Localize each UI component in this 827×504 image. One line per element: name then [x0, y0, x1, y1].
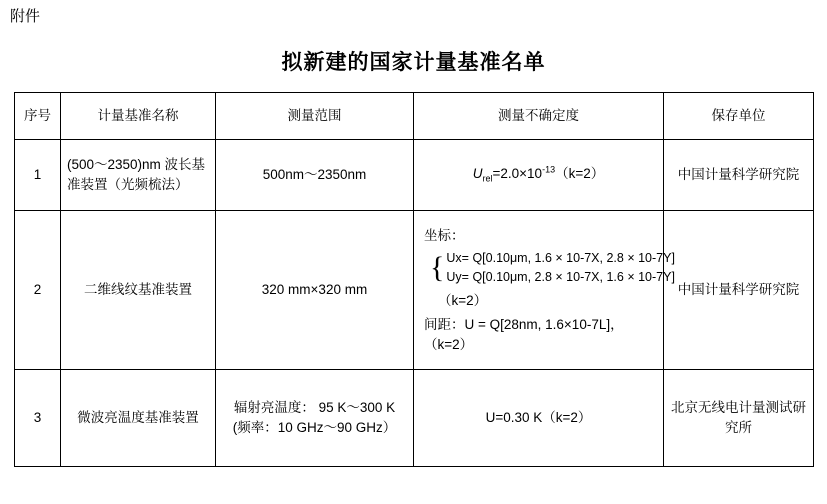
cell-keeper: 中国计量科学研究院: [664, 211, 814, 370]
attachment-label: 附件: [10, 8, 41, 25]
column-header-range: 测量范围: [216, 93, 414, 140]
standards-table: [14, 92, 814, 467]
uncertainty-brace-group: [430, 249, 675, 287]
uncertainty-subscript: rel: [482, 174, 493, 185]
table-header-row: [15, 93, 814, 140]
cell-uncertainty: U=0.30 K（k=2）: [414, 370, 664, 467]
range-line-brightness: 辐射亮温度： 95 K～300 K: [233, 400, 396, 416]
table-row: [15, 140, 814, 211]
range-line-frequency: (频率：10 GHz～90 GHz）: [232, 420, 397, 435]
table-row: [15, 211, 814, 370]
cell-range: [216, 370, 414, 467]
page-title: 拟新建的国家计量基准名单: [281, 51, 546, 74]
column-header-keeper: 保存单位: [664, 93, 814, 140]
cell-uncertainty: [414, 211, 675, 370]
cell-no: 2: [15, 211, 61, 370]
column-header-uncertainty: 测量不确定度: [414, 93, 664, 140]
cell-range: 320 mm×320 mm: [216, 211, 414, 370]
cell-name: 微波亮温度基准装置: [61, 370, 216, 467]
uncertainty-brace-line-y: Uy= Q[0.10μm, 2.8 × 10-7X, 1.6 × 10-7Y]: [446, 269, 675, 284]
cell-keeper: 中国计量科学研究院: [664, 140, 814, 211]
uncertainty-brace-line-x: Ux= Q[0.10μm, 1.6 × 10-7X, 2.8 × 10-7Y]: [446, 251, 675, 266]
uncertainty-k: （k=2）: [438, 292, 488, 308]
cell-no: 3: [15, 370, 61, 467]
cell-name: 二维线纹基准装置: [61, 211, 216, 370]
brace-icon: {: [430, 250, 445, 284]
cell-no: 1: [15, 140, 61, 211]
cell-uncertainty: [414, 140, 664, 211]
uncertainty-coordinate-label: 坐标：: [424, 227, 465, 243]
cell-range: 500nm～2350nm: [216, 140, 414, 211]
table-row: [15, 370, 814, 467]
cell-keeper: 北京无线电计量测试研究所: [664, 370, 814, 467]
uncertainty-exponent: -13: [542, 164, 556, 175]
uncertainty-value: =2.0×10: [492, 166, 543, 182]
column-header-no: 序号: [15, 93, 61, 140]
column-header-name: 计量基准名称: [61, 93, 216, 140]
uncertainty-spacing-line: 间距：U = Q[28nm, 1.6×10-7L]，（k=2）: [424, 317, 624, 352]
uncertainty-k: （k=2）: [555, 166, 605, 182]
cell-name: (500～2350)nm 波长基准装置（光频梳法）: [61, 140, 216, 211]
uncertainty-symbol: U: [472, 166, 483, 182]
